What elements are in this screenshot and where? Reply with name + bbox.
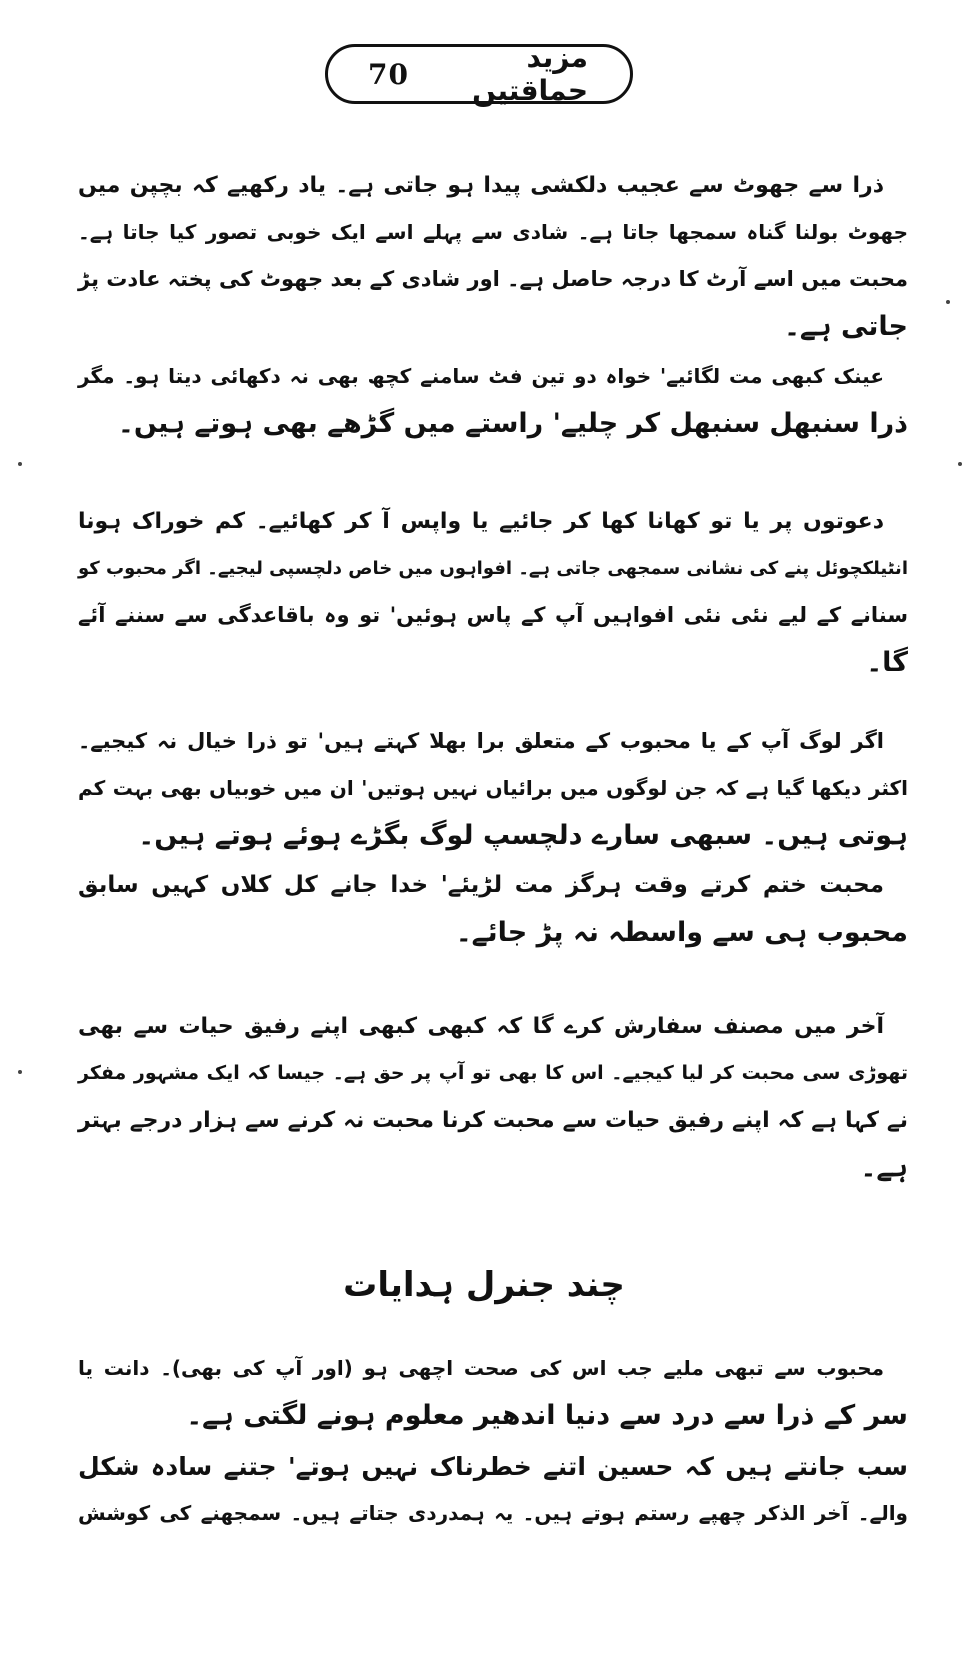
paragraph-6 bbox=[78, 1003, 908, 1191]
paragraph-4 bbox=[78, 718, 908, 859]
text-line: والے۔ آخر الذکر چھپے رستم ہوتے ہیں۔ یہ ہمدردی جتاتے ہیں۔ سمجھنے کی کوشش bbox=[78, 1501, 908, 1525]
text-line: گا۔ bbox=[866, 647, 908, 678]
text-line: اکثر دیکھا گیا ہے کہ جن لوگوں میں برائیاں نہیں ہوتیں' ان میں خوبیاں بھی بہت کم bbox=[78, 776, 908, 800]
text-line: محبوب سے تبھی ملیے جب اس کی صحت اچھی ہو (اور آپ کی بھی)۔ دانت یا bbox=[78, 1356, 884, 1380]
paragraph-2 bbox=[78, 353, 908, 447]
running-title: مزید حماقتیں bbox=[472, 41, 588, 107]
text-line: عینک کبھی مت لگائیے' خواہ دو تین فٹ سامنے کچھ بھی نہ دکھائی دیتا ہو۔ مگر bbox=[78, 364, 884, 388]
text-line: نے کہا ہے کہ اپنے رفیق حیات سے محبت کرنا محبت نہ کرنے سے ہزار درجے بہتر bbox=[78, 1108, 908, 1133]
scan-speck bbox=[18, 1070, 22, 1074]
text-line: محبت میں اسے آرٹ کا درجہ حاصل ہے۔ اور شادی کے بعد جھوٹ کی پختہ عادت پڑ bbox=[78, 267, 908, 291]
text-line: ہے۔ bbox=[860, 1152, 908, 1183]
text-line: سر کے ذرا سے درد سے دنیا اندھیر معلوم ہونے لگتی ہے۔ bbox=[186, 1400, 908, 1431]
text-line: ذرا سے جھوٹ سے عجیب دلکشی پیدا ہو جاتی ہے۔ یاد رکھیے کہ بچپن میں bbox=[78, 173, 884, 198]
text-line: محبوب ہی سے واسطہ نہ پڑ جائے۔ bbox=[455, 917, 908, 948]
paragraph-3 bbox=[78, 498, 908, 686]
paragraph-1 bbox=[78, 162, 908, 350]
scan-speck bbox=[958, 462, 962, 466]
text-line: جاتی ہے۔ bbox=[784, 311, 908, 342]
section-paragraph-2 bbox=[78, 1443, 908, 1537]
text-line: سب جانتے ہیں کہ حسین اتنے خطرناک نہیں ہوتے' جتنے سادہ شکل bbox=[78, 1452, 908, 1481]
page-header bbox=[325, 41, 633, 107]
text-line: ذرا سنبھل سنبھل کر چلیے' راستے میں گڑھے بھی ہوتے ہیں۔ bbox=[118, 408, 908, 439]
text-line: محبت ختم کرتے وقت ہرگز مت لڑیئے' خدا جانے کل کلاں کہیں سابق bbox=[78, 872, 884, 898]
text-line: انٹیلکچوئل پنے کی نشانی سمجھی جاتی ہے۔ افواہوں میں خاص دلچسپی لیجیے۔ اگر محبوب کو bbox=[78, 558, 908, 579]
page-number: 70 bbox=[368, 57, 409, 91]
text-line: اگر لوگ آپ کے یا محبوب کے متعلق برا بھلا کہتے ہیں' تو ذرا خیال نہ کیجیے۔ bbox=[78, 729, 884, 753]
section-paragraph-1 bbox=[78, 1345, 908, 1439]
text-line: آخر میں مصنف سفارش کرے گا کہ کبھی کبھی اپنے رفیق حیات سے بھی bbox=[78, 1014, 884, 1039]
paragraph-5 bbox=[78, 862, 908, 956]
text-line: سنانے کے لیے نئی نئی افواہیں آپ کے پاس ہوئیں' تو وہ باقاعدگی سے سننے آئے bbox=[78, 603, 908, 627]
scan-speck bbox=[18, 462, 22, 466]
text-line: جھوٹ بولنا گناہ سمجھا جاتا ہے۔ شادی سے پہلے اسے ایک خوبی تصور کیا جاتا ہے۔ bbox=[78, 220, 908, 244]
section-heading: چند جنرل ہدایات bbox=[343, 1265, 625, 1305]
scan-speck bbox=[946, 300, 950, 304]
text-line: دعوتوں پر یا تو کھانا کھا کر جائیے یا واپس آ کر کھائیے۔ کم خوراک ہونا bbox=[78, 509, 884, 534]
text-line: تھوڑی سی محبت کر لیا کیجیے۔ اس کا بھی تو آپ پر حق ہے۔ جیسا کہ ایک مشہور مفکر bbox=[78, 1062, 908, 1084]
text-line: ہوتی ہیں۔ سبھی سارے دلچسپ لوگ بگڑے ہوئے ہوتے ہیں۔ bbox=[138, 820, 908, 851]
